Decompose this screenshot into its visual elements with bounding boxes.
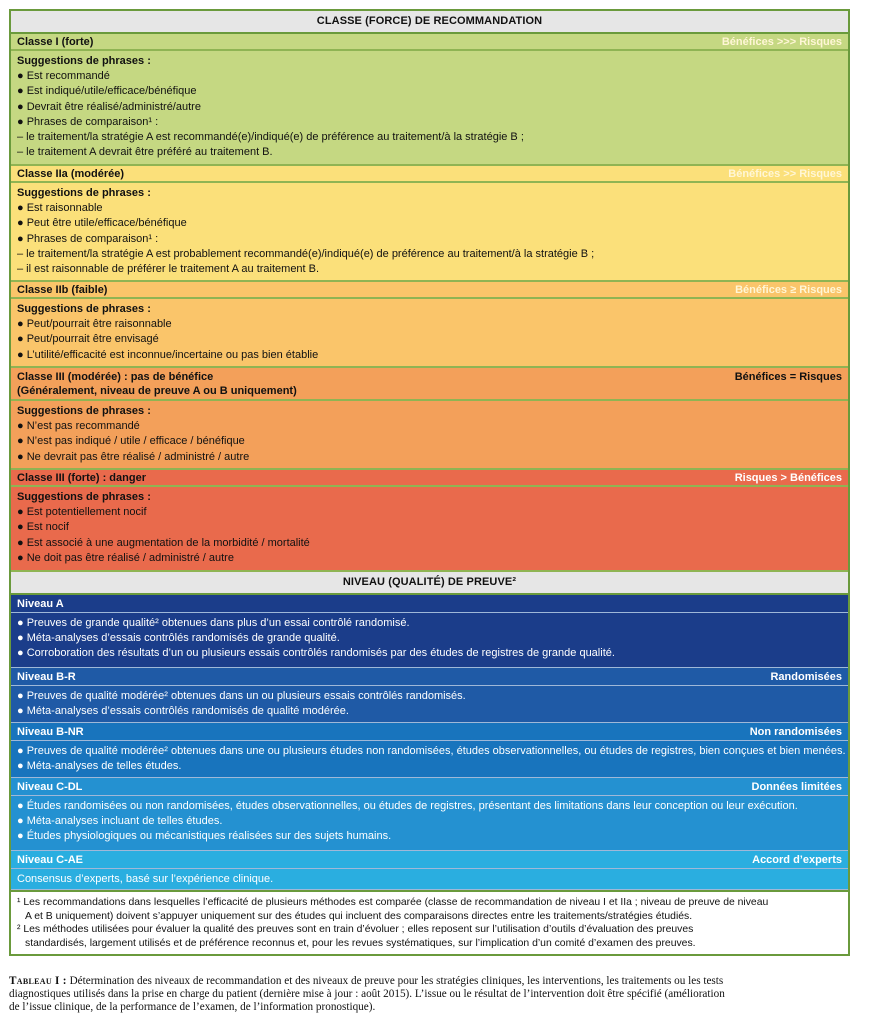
list-item: – il est raisonnable de préférer le traitement A au traitement B. — [17, 263, 320, 276]
list-item: ● Études randomisées ou non randomisées, études observationnelles, ou études de registres, présentant des limitations dans leur conception ou leur exécution. — [17, 800, 798, 812]
footnotes — [11, 890, 848, 954]
list-item: ● Corroboration des résultats d’un ou plusieurs essais contrôlés randomisés par des études de registres de grande qualité. — [17, 647, 615, 660]
suggestions-label: Suggestions de phrases : — [17, 491, 151, 503]
caption-line: de l’issue clinique, de la performance de l’examen, de l’information pronostique). — [9, 1001, 376, 1013]
class-name: Classe IIb (faible) — [17, 284, 108, 296]
suggestions-label: Suggestions de phrases : — [17, 55, 151, 67]
list-item: ● Preuves de grande qualité² obtenues dans plus d’un essai contrôlé randomisé. — [17, 617, 410, 629]
list-item: ● Peut/pourrait être raisonnable — [17, 318, 172, 331]
list-item: ● L’utilité/efficacité est inconnue/incertaine ou pas bien établie — [17, 348, 319, 361]
class-balance: Bénéfices ≥ Risques — [735, 284, 842, 296]
level-br-header — [11, 668, 848, 686]
class-iib-header — [11, 282, 848, 299]
list-item: – le traitement A devrait être préféré au traitement B. — [17, 146, 273, 159]
level-name: Niveau B-NR — [17, 726, 84, 738]
level-tag: Accord d’experts — [752, 854, 842, 866]
list-item: ● Ne doit pas être réalisé / administré / autre — [17, 551, 234, 564]
list-item: ● Phrases de comparaison¹ : — [17, 115, 159, 128]
recommendation-title: CLASSE (FORCE) DE RECOMMANDATION — [11, 11, 848, 34]
level-br-body — [11, 686, 848, 723]
class-name: Classe IIa (modérée) — [17, 168, 124, 180]
level-a-header — [11, 595, 848, 613]
class-balance: Risques > Bénéfices — [734, 472, 842, 484]
recommendation-table — [9, 9, 850, 956]
suggestions-label: Suggestions de phrases : — [17, 187, 151, 199]
class-iia-body — [11, 183, 848, 282]
list-item: ● Est indiqué/utile/efficace/bénéfique — [17, 85, 197, 98]
class-iii-moderate-body — [11, 401, 848, 470]
level-a-body — [11, 613, 848, 668]
list-item: ● Est recommandé — [17, 70, 110, 83]
list-item: Consensus d’experts, basé sur l’expérience clinique. — [17, 873, 274, 885]
footnote-line: standardisés, largement utilisés et de préférence reconnus et, pour les revues systématiques, sur l’implication d’un comité d’examen des preuves. — [25, 937, 696, 949]
list-item: ● Preuves de qualité modérée² obtenues dans une ou plusieurs études non randomisées, études observationnelles, ou études de registres, bien conçues et bien menées. — [17, 745, 846, 757]
class-i-header — [11, 34, 848, 51]
list-item: ● Est raisonnable — [17, 202, 103, 215]
level-name: Niveau A — [17, 598, 64, 610]
list-item: ● Est associé à une augmentation de la morbidité / mortalité — [17, 536, 310, 549]
footnote-line: ¹ Les recommandations dans lesquelles l’efficacité de plusieurs méthodes est comparée (classe de recommandation de niveau I et IIa ; niveau de preuve de niveau — [17, 897, 769, 908]
list-item: ● Phrases de comparaison¹ : — [17, 232, 159, 245]
footnote-line: ² Les méthodes utilisées pour évaluer la qualité des preuves sont en train d’évoluer ; elles reposent sur l’utilisation d’outils d’évaluation des preuves — [17, 924, 694, 935]
list-item: ● Méta-analyses incluant de telles études. — [17, 815, 223, 828]
class-iii-moderate-header — [11, 368, 848, 401]
level-name: Niveau C-DL — [17, 781, 83, 793]
suggestions-label: Suggestions de phrases : — [17, 405, 151, 417]
list-item: – le traitement/la stratégie A est recommandé(e)/indiqué(e) de préférence au traitement/à la stratégie B ; — [17, 131, 524, 144]
level-name: Niveau C-AE — [17, 854, 84, 866]
table-caption — [9, 975, 851, 1014]
list-item: ● Preuves de qualité modérée² obtenues dans un ou plusieurs essais contrôlés randomisés. — [17, 690, 466, 702]
class-balance: Bénéfices = Risques — [734, 371, 842, 383]
level-cae-header — [11, 851, 848, 869]
list-item: ● Études physiologiques ou mécanistiques réalisées sur des sujets humains. — [17, 830, 392, 843]
list-item: ● N’est pas indiqué / utile / efficace / bénéfique — [17, 435, 245, 448]
level-tag: Données limitées — [751, 781, 842, 793]
class-name: Classe III (modérée) : pas de bénéfice — [17, 371, 214, 383]
class-name-note: (Généralement, niveau de preuve A ou B uniquement) — [17, 385, 297, 397]
list-item: ● Est nocif — [17, 521, 69, 534]
caption-line: diagnostiques utilisés dans la prise en charge du patient (dernière mise à jour : août 2015). L’issue ou le résultat de l’intervention doit être spécifié (amélioration — [9, 988, 725, 1000]
list-item: ● Méta-analyses de telles études. — [17, 760, 182, 773]
level-bnr-body — [11, 741, 848, 778]
class-iii-strong-body — [11, 487, 848, 572]
level-tag: Non randomisées — [749, 726, 842, 738]
level-cae-body — [11, 869, 848, 890]
list-item: – le traitement/la stratégie A est probablement recommandé(e)/indiqué(e) de préférence au traitement/à la stratégie B ; — [17, 247, 595, 260]
class-name: Classe I (forte) — [17, 36, 94, 48]
list-item: ● N’est pas recommandé — [17, 420, 140, 433]
footnote-line: A et B uniquement) doivent s’appuyer uniquement sur des études qui incluent des comparaisons directes entre les traitements/stratégies étudiés. — [25, 910, 693, 922]
list-item: ● Est potentiellement nocif — [17, 506, 147, 519]
class-iii-strong-header — [11, 470, 848, 487]
caption-line: Détermination des niveaux de recommandation et des niveaux de preuve pour les stratégies cliniques, les interventions, les traitements ou les tests — [69, 975, 724, 987]
level-cdl-header — [11, 778, 848, 796]
class-iib-body — [11, 299, 848, 368]
level-bnr-header — [11, 723, 848, 741]
caption-label: Tableau I : — [9, 975, 67, 987]
class-i-body — [11, 51, 848, 166]
suggestions-label: Suggestions de phrases : — [17, 303, 151, 315]
class-name: Classe III (forte) : danger — [17, 472, 146, 484]
list-item: ● Peut/pourrait être envisagé — [17, 333, 159, 346]
class-balance: Bénéfices >>> Risques — [721, 36, 842, 48]
class-iia-header — [11, 166, 848, 183]
list-item: ● Ne devrait pas être réalisé / administré / autre — [17, 450, 250, 463]
list-item: ● Devrait être réalisé/administré/autre — [17, 100, 201, 113]
level-tag: Randomisées — [770, 671, 842, 683]
level-cdl-body — [11, 796, 848, 851]
list-item: ● Méta-analyses d’essais contrôlés randomisés de grande qualité. — [17, 632, 340, 645]
list-item: ● Méta-analyses d’essais contrôlés randomisés de qualité modérée. — [17, 705, 349, 718]
level-name: Niveau B-R — [17, 671, 76, 683]
list-item: ● Peut être utile/efficace/bénéfique — [17, 217, 187, 230]
evidence-title: NIVEAU (QUALITÉ) DE PREUVE² — [11, 572, 848, 595]
class-balance: Bénéfices >> Risques — [728, 168, 842, 180]
